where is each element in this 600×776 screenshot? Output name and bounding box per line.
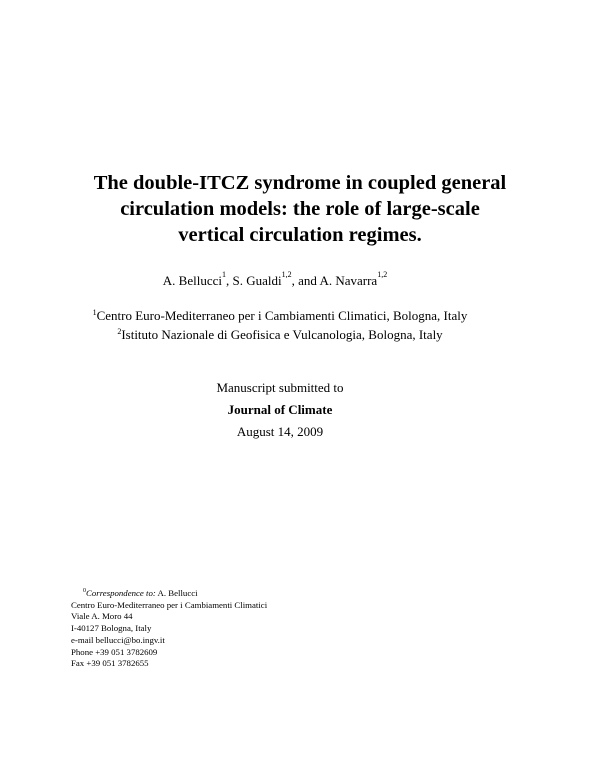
affiliation-mark: 2 [117, 327, 122, 336]
paper-title [40, 170, 560, 248]
author-list [0, 270, 550, 289]
correspondence-label: Correspondence to: [86, 588, 156, 598]
correspondence-footnote [71, 588, 267, 670]
correspondence-heading [71, 588, 267, 600]
author-separator: , [226, 273, 233, 288]
author-affiliation-mark: 1,2 [281, 270, 292, 279]
author-affiliation-mark: 1,2 [377, 270, 388, 279]
title-line: vertical circulation regimes. [178, 224, 422, 246]
affiliation-text: Istituto Nazionale di Geofisica e Vulcanologia, Bologna, Italy [121, 327, 443, 342]
footnote-mark: 0 [83, 588, 86, 594]
correspondence-line: Centro Euro-Mediterraneo per i Cambiamenti Climatici [71, 599, 268, 610]
title-line: circulation models: the role of large-scale [120, 198, 480, 220]
affiliation [0, 306, 560, 325]
author-affiliation-mark: 1 [222, 270, 227, 279]
submission-note: Manuscript submitted to [216, 380, 344, 395]
affiliation-text: Centro Euro-Mediterraneo per i Cambiamenti Climatici, Bologna, Italy [96, 308, 468, 323]
affiliation-mark: 1 [92, 308, 97, 317]
submission-info [0, 377, 560, 443]
journal-name: Journal of Climate [227, 402, 333, 417]
title-line: The double-ITCZ syndrome in coupled general [93, 172, 507, 194]
author-separator: , and [291, 273, 320, 288]
correspondence-phone: Phone +39 051 3782609 [71, 646, 158, 657]
author-name: A. Navarra [319, 273, 378, 288]
submission-date: August 14, 2009 [236, 424, 324, 439]
correspondence-fax: Fax +39 051 3782655 [71, 658, 149, 669]
correspondence-name: A. Bellucci [155, 588, 198, 598]
correspondence-line: Viale A. Moro 44 [71, 611, 133, 622]
affiliation [0, 325, 560, 344]
author-name: S. Gualdi [232, 273, 282, 288]
correspondence-line: I-40127 Bologna, Italy [71, 623, 152, 634]
author-name: A. Bellucci [162, 273, 223, 288]
affiliation-list [0, 306, 560, 344]
correspondence-email: e-mail bellucci@bo.ingv.it [71, 634, 165, 645]
